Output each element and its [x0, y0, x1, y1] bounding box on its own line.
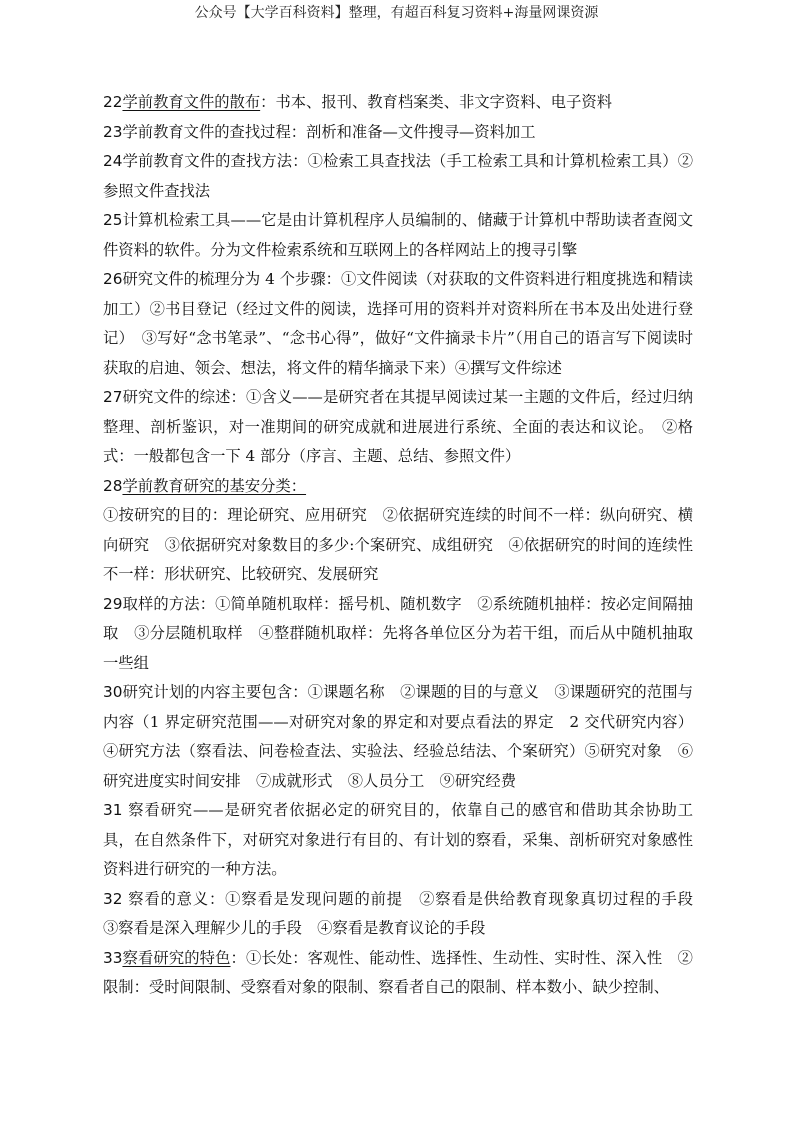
item-number: 22 [103, 93, 123, 111]
paragraph-text: ：书本、报刊、教育档案类、非文字资料、电子资料 [260, 93, 612, 111]
paragraph-text: 研究计划的内容主要包含：①课题名称 ②课题的目的与意义 ③课题研究的范围与内容（1 界定研究范围——对研究对象的界定和对要点看法的界定 2 交代研究内容）④研究方法（察看法、问卷检查法、实验法、经验总结法、个案研究）⑤研究对象 ⑥研究进度实时间安排 ⑦成就形式 ⑧人员分工 ⑨研究经费 [103, 683, 693, 790]
paragraph-33 [103, 944, 693, 1003]
paragraph-text: 察看研究——是研究者依据必定的研究目的，依靠自己的感官和借助其余协助工具，在自然条件下，对研究对象进行有目的、有计划的察看，采集、剖析研究对象感性资料进行研究的一种方法。 [103, 801, 693, 878]
paragraph-29 [103, 590, 693, 679]
paragraph-28 [103, 472, 693, 502]
paragraph-text: ：①长处：客观性、能动性、选择性、生动性、实时性、深入性 ②限制：受时间限制、受察看对象的限制、察看者自己的限制、样本数小、缺少控制、 [103, 948, 693, 996]
paragraph-31 [103, 796, 693, 885]
paragraph-text: 取样的方法：①简单随机取样：摇号机、随机数字 ②系统随机抽样：按必定间隔抽取 ③分层随机取样 ④整群随机取样：先将各单位区分为若干组，而后从中随机抽取一些组 [103, 594, 693, 672]
paragraph-30 [103, 678, 693, 796]
underlined-heading: 察看研究的特色 [122, 948, 231, 967]
item-number: 23 [103, 122, 123, 141]
paragraph-27 [103, 383, 693, 472]
paragraph-22 [103, 88, 693, 118]
item-number: 32 [103, 889, 123, 908]
item-number: 25 [103, 211, 123, 229]
paragraph-text: 察看的意义：①察看是发现问题的前提 ②察看是供给教育现象真切过程的手段 ③察看是深入理解少儿的手段 ④察看是教育议论的手段 [103, 889, 709, 937]
document-body [103, 88, 709, 1003]
item-number: 26 [103, 270, 123, 288]
paragraph-32 [103, 885, 709, 944]
item-number: 27 [103, 388, 123, 406]
paragraph-text: 计算机检索工具——它是由计算机程序人员编制的、储藏于计算机中帮助读者查阅文件资料的软件。分为文件检索系统和互联网上的各样网站上的搜寻引擎 [103, 211, 693, 259]
paragraph-26 [103, 265, 693, 383]
item-number: 24 [103, 152, 123, 170]
paragraph-text: 研究文件的综述：①含义——是研究者在其提早阅读过某一主题的文件后，经过归纳整理、剖析鉴识，对一准期间的研究成就和进展进行系统、全面的表达和议论。 ②格式：一般都包含一下 4 部分（序言、主题、总结、参照文件） [103, 388, 693, 465]
item-number: 28 [103, 476, 123, 495]
paragraph-text: 学前教育文件的查找过程：剖析和准备—文件搜寻—资料加工 [122, 122, 536, 141]
paragraph-text: 研究文件的梳理分为 4 个步骤：①文件阅读（对获取的文件资料进行粗度挑选和精读加工）②书目登记（经过文件的阅读，选择可用的资料并对资料所在书本及出处进行登记） ③写好“念书笔录”、“念书心得”，做好“文件摘录卡片”（用自己的语言写下阅读时获取的启迪、领会、想法，将文件的精华摘录下来）④撰写文件综述 [103, 270, 693, 377]
item-number: 29 [103, 594, 123, 613]
paragraph-28-body [103, 501, 693, 590]
underlined-heading: 学前教育文件的散布 [122, 93, 261, 111]
paragraph-25 [103, 206, 693, 265]
item-number: 31 [103, 801, 123, 819]
page-header: 公众号【大学百科资料】整理，有超百科复习资料+海量网课资源 [194, 5, 599, 21]
item-number: 30 [103, 683, 123, 701]
underlined-heading: 学前教育研究的基安分类： [122, 476, 307, 495]
paragraph-text: ①按研究的目的：理论研究、应用研究 ②依据研究连续的时间不一样：纵向研究、横向研究 ③依据研究对象数目的多少:个案研究、成组研究 ④依据研究的时间的连续性不一样：形状研究、比较研究、发展研究 [103, 506, 693, 583]
paragraph-text: 学前教育文件的查找方法：①检索工具查找法（手工检索工具和计算机检索工具）②参照文件查找法 [103, 152, 693, 200]
item-number: 33 [103, 948, 123, 967]
paragraph-24 [103, 147, 693, 206]
paragraph-23 [103, 118, 693, 148]
